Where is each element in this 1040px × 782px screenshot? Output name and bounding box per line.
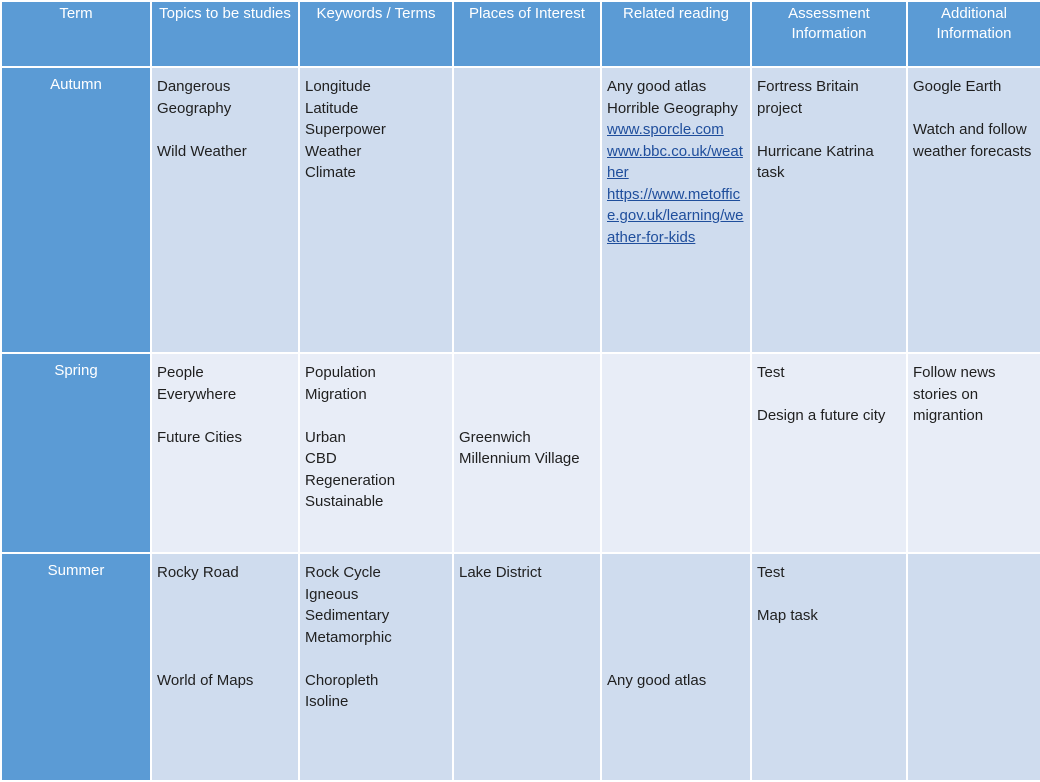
- assessment-cell: [751, 553, 907, 781]
- header-keywords: Keywords / Terms: [299, 1, 453, 67]
- term-cell: Spring: [1, 353, 151, 553]
- reading-link-bbc-weather[interactable]: www.bbc.co.uk/weather: [607, 142, 743, 181]
- topic-line: Dangerous: [157, 78, 231, 95]
- keyword-line: Migration: [305, 385, 367, 403]
- header-topics: Topics to be studies: [151, 1, 299, 67]
- additional-cell: [907, 67, 1040, 353]
- keyword-line: Metamorphic: [305, 628, 392, 646]
- reading-line: Horrible Geography: [607, 99, 738, 117]
- topic-line: Everywhere: [157, 385, 237, 403]
- reading-line: Any good atlas: [607, 78, 707, 95]
- table-row-autumn: [1, 67, 1040, 353]
- keyword-line: Sedimentary: [305, 607, 390, 624]
- table-row-spring: [1, 353, 1040, 553]
- topic-line: People: [157, 364, 204, 381]
- assessment-line: Fortress Britain project: [757, 78, 859, 117]
- keyword-line: Regeneration: [305, 471, 396, 489]
- assessment-line: Map task: [757, 607, 818, 624]
- header-reading: Related reading: [601, 1, 751, 67]
- keyword-line: Urban: [305, 428, 346, 446]
- header-term: Term: [1, 1, 151, 67]
- topics-cell: [151, 67, 299, 353]
- keywords-cell: [299, 553, 453, 781]
- assessment-line: Test: [757, 364, 785, 381]
- place-line: Millennium Village: [459, 450, 580, 467]
- assessment-cell: [751, 353, 907, 553]
- term-cell: Summer: [1, 553, 151, 781]
- table-row-summer: [1, 553, 1040, 781]
- topic-line: Wild Weather: [157, 142, 247, 160]
- keyword-line: Population: [305, 364, 376, 381]
- keywords-cell: [299, 67, 453, 353]
- keyword-line: Weather: [305, 142, 362, 160]
- topic-line: World of Maps: [157, 671, 254, 689]
- keyword-line: CBD: [305, 450, 337, 467]
- reading-cell: [601, 553, 751, 781]
- assessment-cell: [751, 67, 907, 353]
- place-line: Lake District: [459, 564, 542, 581]
- additional-line: Google Earth: [913, 78, 1002, 95]
- term-cell: Autumn: [1, 67, 151, 353]
- header-assessment: Assessment Information: [751, 1, 907, 67]
- keyword-line: Latitude: [305, 99, 359, 117]
- reading-cell: [601, 67, 751, 353]
- keyword-line: Longitude: [305, 78, 371, 95]
- topic-line: Geography: [157, 99, 232, 117]
- places-cell: [453, 353, 601, 553]
- reading-link-met-office[interactable]: https://www.metoffice.gov.uk/learning/weather-for-kids: [607, 185, 744, 246]
- keyword-line: Climate: [305, 164, 356, 181]
- topic-line: Rocky Road: [157, 564, 239, 581]
- keyword-line: Superpower: [305, 121, 386, 138]
- header-places: Places of Interest: [453, 1, 601, 67]
- additional-cell: [907, 553, 1040, 781]
- topics-cell: [151, 553, 299, 781]
- assessment-line: Hurricane Katrina task: [757, 142, 874, 181]
- places-cell: [453, 553, 601, 781]
- keyword-line: Igneous: [305, 585, 359, 603]
- topics-cell: [151, 353, 299, 553]
- header-row: [1, 1, 1040, 67]
- reading-line: Any good atlas: [607, 671, 707, 689]
- assessment-line: Test: [757, 564, 785, 581]
- additional-cell: [907, 353, 1040, 553]
- header-additional: Additional Information: [907, 1, 1040, 67]
- keywords-cell: [299, 353, 453, 553]
- topic-line: Future Cities: [157, 428, 243, 446]
- keyword-line: Rock Cycle: [305, 564, 381, 581]
- place-line: Greenwich: [459, 428, 531, 446]
- assessment-line: Design a future city: [757, 407, 886, 424]
- keyword-line: Isoline: [305, 693, 349, 710]
- reading-cell: [601, 353, 751, 553]
- keyword-line: Sustainable: [305, 493, 384, 510]
- additional-line: Follow news stories on migrantion: [913, 364, 996, 424]
- reading-link-sporcle[interactable]: www.sporcle.com: [607, 121, 724, 138]
- places-cell: [453, 67, 601, 353]
- additional-line: Watch and follow weather forecasts: [913, 121, 1032, 160]
- keyword-line: Choropleth: [305, 671, 379, 689]
